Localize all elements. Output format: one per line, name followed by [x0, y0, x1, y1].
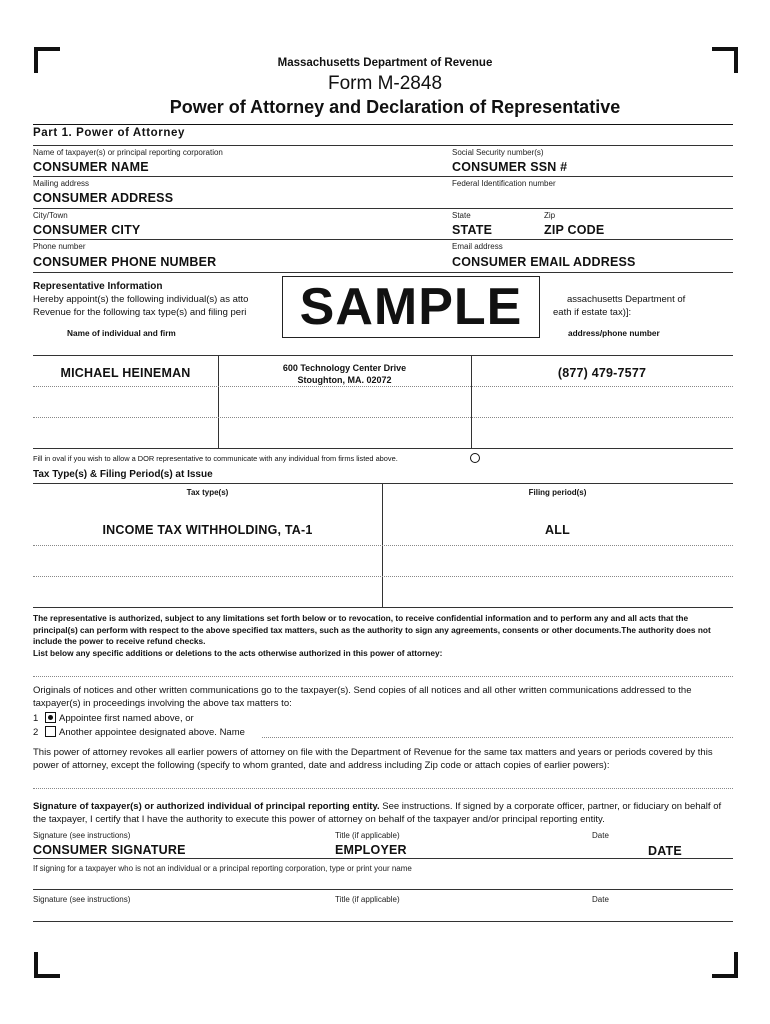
- signature-label: Signature (see instructions): [33, 831, 131, 840]
- divider: [33, 576, 733, 577]
- divider: [33, 417, 733, 418]
- appointee-first-checkbox[interactable]: [45, 712, 56, 723]
- another-appointee-checkbox[interactable]: [45, 726, 56, 737]
- revocation-line[interactable]: [33, 788, 733, 789]
- form-title: Power of Attorney and Declaration of Representative: [169, 97, 621, 117]
- email-field[interactable]: CONSUMER EMAIL ADDRESS: [452, 255, 636, 269]
- divider: [33, 239, 733, 240]
- ssn-field[interactable]: CONSUMER SSN #: [452, 160, 568, 174]
- divider: [33, 448, 733, 449]
- appointee-name-line[interactable]: [262, 737, 733, 738]
- mailing-address-field[interactable]: CONSUMER ADDRESS: [33, 191, 174, 205]
- authorization-text: The representative is authorized, subject to any limitations set forth below or to revocation, to receive confidential information and to perform any and all acts that the principal(s) can perform with respect to the above specified tax matters, such as the authority to sign any agreements, consents or other documents.The authority does not include the power to receive refund checks.: [33, 613, 711, 646]
- col-name-header: Name of individual and firm: [67, 328, 176, 338]
- zip-label: Zip: [544, 211, 556, 220]
- state-label: State: [452, 211, 471, 220]
- representative-text-right-2: eath if estate tax)]:: [553, 307, 632, 318]
- signer-name-note: If signing for a taxpayer who is not an individual or a principal reporting corporation, type or print your name: [33, 864, 412, 873]
- divider: [33, 272, 733, 273]
- divider: [33, 355, 733, 356]
- date-field[interactable]: DATE: [648, 844, 682, 858]
- date-label-2: Date: [592, 895, 609, 904]
- representative-name-field[interactable]: MICHAEL HEINEMAN: [60, 366, 191, 380]
- fein-label: Federal Identification number: [452, 179, 556, 188]
- filing-period-field[interactable]: ALL: [545, 523, 570, 537]
- notices-text: Originals of notices and other written communications go to the taxpayer(s). Send copies of all notices and all other written communications addressed to the taxpayer(s) in proceedings involving the above tax matters to:: [33, 685, 692, 709]
- option-1-number: 1: [33, 713, 39, 724]
- mailing-address-label: Mailing address: [33, 179, 90, 188]
- divider: [33, 208, 733, 209]
- title-label: Title (if applicable): [335, 831, 400, 840]
- phone-field[interactable]: CONSUMER PHONE NUMBER: [33, 255, 217, 269]
- signature-field[interactable]: CONSUMER SIGNATURE: [33, 843, 186, 857]
- representative-text-left-2: Revenue for the following tax type(s) and filing peri: [33, 307, 247, 318]
- divider: [33, 145, 733, 146]
- signature-heading-bold: Signature of taxpayer(s) or authorized individual of principal reporting entity.: [33, 801, 380, 812]
- signature-label-2: Signature (see instructions): [33, 895, 131, 904]
- representative-phone-field[interactable]: (877) 479-7577: [557, 366, 647, 380]
- fein-field[interactable]: [452, 191, 732, 207]
- corner-mark-bottom-right: [712, 952, 738, 978]
- oval-instruction: Fill in oval if you wish to allow a DOR representative to communicate with any individual from firms listed above.: [33, 454, 398, 463]
- taxpayer-name-label: Name of taxpayer(s) or principal reporting corporation: [33, 148, 223, 157]
- representative-address-line2[interactable]: Stoughton, MA. 02072: [297, 375, 392, 385]
- col-tax-type-header: Tax type(s): [186, 488, 229, 497]
- corner-mark-bottom-left: [34, 952, 60, 978]
- department-name: Massachusetts Department of Revenue: [277, 57, 493, 69]
- tax-type-field[interactable]: INCOME TAX WITHHOLDING, TA-1: [102, 523, 313, 537]
- col-filing-period-header: Filing period(s): [528, 488, 587, 497]
- divider: [33, 858, 733, 859]
- title-label-2: Title (if applicable): [335, 895, 400, 904]
- title-field[interactable]: EMPLOYER: [335, 843, 407, 857]
- part1-heading: Part 1. Power of Attorney: [33, 127, 185, 139]
- divider: [33, 386, 733, 387]
- divider: [33, 607, 733, 608]
- divider: [33, 483, 733, 484]
- communicate-oval[interactable]: [470, 453, 480, 463]
- sample-stamp: SAMPLE: [282, 276, 540, 338]
- representative-heading: Representative Information: [33, 281, 163, 292]
- divider: [33, 124, 733, 125]
- state-field[interactable]: STATE: [452, 223, 493, 237]
- option-2-label: Another appointee designated above. Name: [59, 727, 245, 738]
- signature-line-2[interactable]: [33, 921, 733, 922]
- option-2-number: 2: [33, 727, 39, 738]
- signature-heading: [33, 800, 733, 826]
- additions-line[interactable]: [33, 676, 733, 677]
- col-contact-header: address/phone number: [568, 328, 660, 338]
- email-label: Email address: [452, 242, 503, 251]
- city-field[interactable]: CONSUMER CITY: [33, 223, 141, 237]
- form-number: Form M-2848: [327, 73, 443, 94]
- divider: [33, 545, 733, 546]
- notice-option-2[interactable]: [33, 726, 245, 739]
- additions-deletions-text: List below any specific additions or deletions to the acts otherwise authorized in this power of attorney:: [33, 648, 443, 658]
- ssn-label: Social Security number(s): [452, 148, 544, 157]
- city-label: City/Town: [33, 211, 68, 220]
- revocation-text: This power of attorney revokes all earlier powers of attorney on file with the Department of Revenue for the same tax matters and years or periods covered by this power of attorney, except the following (specify to whom granted, date and address including Zip code or attach copies of earlier powers):: [33, 747, 713, 771]
- representative-text-right-1: assachusetts Department of: [567, 294, 686, 305]
- signature-heading-rest: See instructions. If signed by a corporate officer, partner, or fiduciary on behalf of the taxpayer, I certify that I have the authority to execute this power of attorney on behalf of the taxpayer and/or principal reporting entity.: [33, 801, 722, 825]
- taxpayer-name-field[interactable]: CONSUMER NAME: [33, 160, 149, 174]
- zip-field[interactable]: ZIP CODE: [544, 223, 605, 237]
- notice-option-1[interactable]: [33, 712, 194, 725]
- option-1-label: Appointee first named above, or: [59, 713, 194, 724]
- phone-label: Phone number: [33, 242, 86, 251]
- signer-name-line[interactable]: [33, 889, 733, 890]
- representative-text-left-1: Hereby appoint(s) the following individual(s) as atto: [33, 294, 249, 305]
- divider: [33, 176, 733, 177]
- representative-address-line1[interactable]: 600 Technology Center Drive: [282, 363, 407, 373]
- date-label: Date: [592, 831, 609, 840]
- tax-section-heading: Tax Type(s) & Filing Period(s) at Issue: [33, 469, 213, 480]
